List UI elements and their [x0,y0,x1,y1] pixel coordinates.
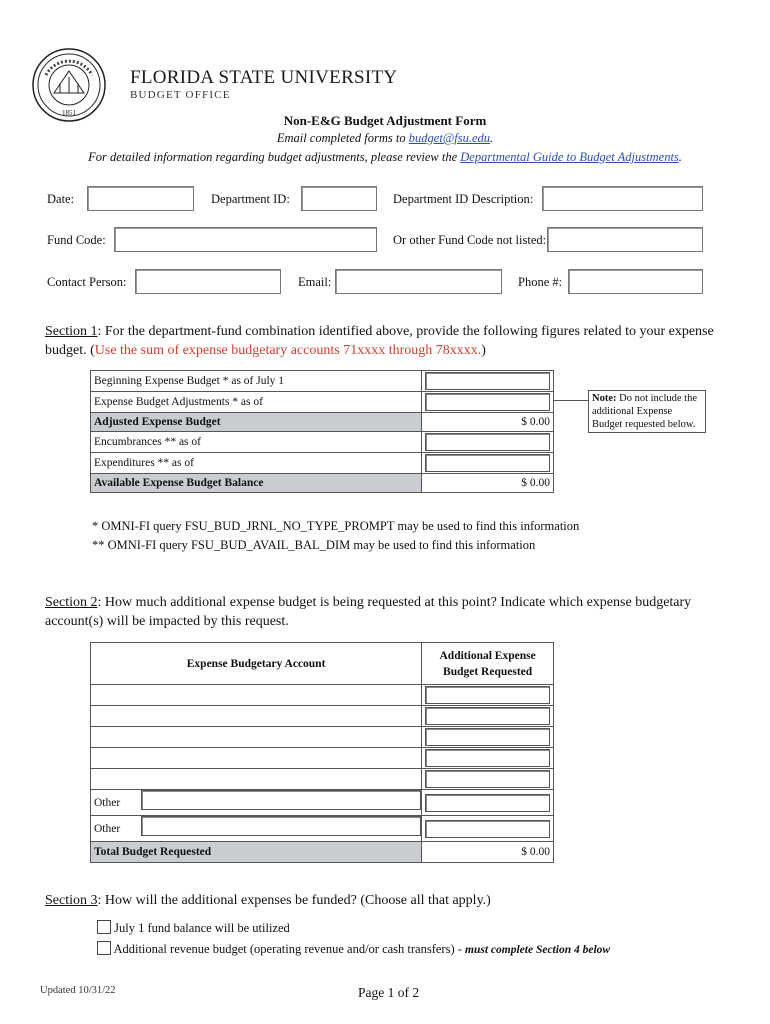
request-table [90,642,554,863]
date-label: Date: [47,192,75,206]
guide-instruction: For detailed information regarding budget adjustments, please review the Departmental Guide to Budget Adjustments. [88,150,682,164]
table-row [91,474,554,493]
other-account-input-1[interactable] [141,790,421,810]
guide-link[interactable]: Departmental Guide to Budget Adjustments [460,150,679,164]
requested-amount-input[interactable] [425,728,550,746]
expense-table [90,370,554,493]
page-number: Page 1 of 2 [358,985,420,1000]
account-cell[interactable] [91,748,422,769]
requested-amount-input[interactable] [425,794,550,812]
table-row [91,790,554,816]
section3-text: Section 3: How will the additional expenses be funded? (Choose all that apply.) [45,893,491,908]
updated-date: Updated 10/31/22 [40,985,116,996]
dept-desc-label: Department ID Description: [393,192,534,206]
svg-text:1851: 1851 [62,109,76,117]
encumbrances-input[interactable] [425,433,550,451]
section1-text: Section 1: For the department-fund combination identified above, provide the following figures related to your expense budget. (Use the sum of expense budgetary accounts 71xxxx through 78xxxx.) [45,324,714,358]
expenditures-input[interactable] [425,454,550,472]
adjusted-budget-value: $ 0.00 [422,413,554,432]
row-label: Expenditures ** as of [91,453,422,474]
row-label: Encumbrances ** as of [91,432,422,453]
requested-amount-input[interactable] [425,686,550,704]
email-link[interactable]: budget@fsu.edu [408,131,491,145]
total-label: Total Budget Requested [91,842,422,863]
table-header-row [91,643,554,685]
row-label: Available Expense Budget Balance [91,474,422,493]
account-cell[interactable] [91,769,422,790]
col-requested-header: Additional Expense Budget Requested [422,643,554,685]
other-fund-field[interactable] [547,227,703,252]
footnote-2: ** OMNI-FI query FSU_BUD_AVAIL_BAL_DIM may be used to find this information [92,538,536,552]
row-label: Adjusted Expense Budget [91,413,422,432]
total-requested-value: $ 0.00 [422,842,554,863]
option-revenue-budget[interactable]: Additional revenue budget (operating revenue and/or cash transfers) - must complete Section 4 below [97,941,610,957]
contact-label: Contact Person: [47,275,127,289]
budget-adjustments-input[interactable] [425,393,550,411]
other-label: Other [94,796,121,809]
table-row [91,816,554,842]
dept-id-label: Department ID: [211,192,290,206]
note-box: Note: Do not include the additional Expense Budget requested below. [588,390,706,433]
dept-desc-field[interactable] [542,186,703,211]
col-account-header: Expense Budgetary Account [91,643,422,685]
fund-balance-checkbox[interactable] [97,920,111,934]
dept-id-field[interactable] [301,186,377,211]
available-balance-value: $ 0.00 [422,474,554,493]
other-label: Other [94,822,121,835]
other-fund-label: Or other Fund Code not listed: [393,233,547,247]
table-row [91,706,554,727]
requested-amount-input[interactable] [425,770,550,788]
account-cell[interactable] [91,685,422,706]
section2-text: Section 2: How much additional expense budget is being requested at this point? Indicate which expense budgetary account(s) will be impacted by this request. [45,595,692,629]
table-row [91,432,554,453]
row-label: Beginning Expense Budget * as of July 1 [91,371,422,392]
requested-amount-input[interactable] [425,749,550,767]
other-account-input-2[interactable] [141,816,421,836]
section1-heading: Section 1 [45,324,98,339]
table-row [91,748,554,769]
account-cell[interactable] [91,706,422,727]
table-row [91,371,554,392]
row-label: Expense Budget Adjustments * as of [91,392,422,413]
fund-code-label: Fund Code: [47,233,106,247]
email-field[interactable] [335,269,502,294]
university-seal-icon [22,47,116,123]
section3-heading: Section 3 [45,893,98,908]
contact-field[interactable] [135,269,281,294]
table-row [91,453,554,474]
phone-label: Phone #: [518,275,563,289]
option-fund-balance[interactable]: July 1 fund balance will be utilized [97,920,290,936]
account-cell[interactable] [91,727,422,748]
table-row [91,769,554,790]
note-connector [554,400,588,401]
email-instruction: Email completed forms to budget@fsu.edu. [276,131,494,145]
section2-heading: Section 2 [45,595,98,610]
requested-amount-input[interactable] [425,707,550,725]
table-row [91,685,554,706]
beginning-budget-input[interactable] [425,372,550,390]
phone-field[interactable] [568,269,703,294]
revenue-budget-checkbox[interactable] [97,941,111,955]
form-title: Non-E&G Budget Adjustment Form [283,113,487,128]
requested-amount-input[interactable] [425,820,550,838]
office-name: BUDGET OFFICE [130,89,231,101]
email-label: Email: [298,275,332,289]
footnote-1: * OMNI-FI query FSU_BUD_JRNL_NO_TYPE_PROMPT may be used to find this information [92,519,580,533]
fund-code-field[interactable] [114,227,377,252]
table-row [91,392,554,413]
university-name: FLORIDA STATE UNIVERSITY [130,67,398,88]
table-row [91,842,554,863]
date-field[interactable] [87,186,194,211]
table-row [91,413,554,432]
table-row [91,727,554,748]
